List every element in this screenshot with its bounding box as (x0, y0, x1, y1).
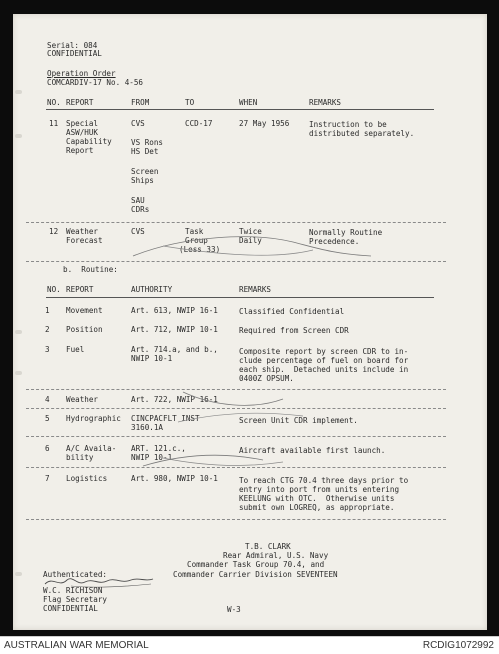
col-header-authority: AUTHORITY (131, 285, 173, 294)
row-number: 3 (45, 345, 50, 354)
routine-label: b. Routine: (63, 265, 118, 274)
row-to: Group (185, 236, 208, 245)
col-header-no: NO. (47, 98, 61, 107)
row-from: CDRs (131, 205, 150, 214)
row-remarks: Composite report by screen CDR to in- (239, 347, 409, 356)
row-remarks: Classified Confidential (239, 307, 345, 316)
row-number: 7 (45, 474, 50, 483)
row-remarks: Normally Routine (309, 228, 383, 237)
archive-footer (0, 636, 499, 654)
col-header-no: NO. (47, 285, 61, 294)
row-remarks: Precedence. (309, 237, 360, 246)
row-authority: 3160.1A (131, 423, 164, 432)
row-remarks: Screen Unit CDR implement. (239, 416, 358, 425)
row-to: (Less 33) (179, 245, 221, 254)
serial-number: Serial: 084 (47, 41, 98, 50)
row-number: 6 (45, 444, 50, 453)
document-page (13, 14, 487, 630)
row-to: CCD-17 (185, 119, 213, 128)
row-report: Movement (66, 306, 103, 315)
row-from: SAU (131, 196, 145, 205)
row-report: Logistics (66, 474, 108, 483)
row-number: 4 (45, 395, 50, 404)
row-number: 5 (45, 414, 50, 423)
row-authority: Art. 980, NWIP 10-1 (131, 474, 218, 483)
signatory-rank: Rear Admiral, U.S. Navy (223, 551, 329, 560)
row-authority: Art. 714.a, and b., (131, 345, 218, 354)
signatory-name: T.B. CLARK (245, 542, 291, 551)
row-report: Forecast (66, 236, 103, 245)
row-report: ASW/HUK (66, 128, 99, 137)
row-authority: Art. 613, NWIP 16-1 (131, 306, 218, 315)
row-number: 1 (45, 306, 50, 315)
row-to: Task (185, 227, 204, 236)
row-authority: CINCPACFLT INST (131, 414, 200, 423)
row-from: CVS (131, 119, 145, 128)
col-header-report: REPORT (66, 285, 94, 294)
row-from: Screen (131, 167, 159, 176)
row-report: Weather (66, 395, 99, 404)
row-number: 12 (49, 227, 59, 236)
col-header-when: WHEN (239, 98, 258, 107)
classification-bottom: CONFIDENTIAL (43, 604, 98, 613)
archive-id: RCDIG1072992 (422, 640, 494, 651)
row-when: Twice (239, 227, 262, 236)
page-number: W-3 (227, 605, 241, 614)
col-header-remarks: REMARKS (239, 285, 272, 294)
row-authority: Art. 722, NWIP 16-1 (131, 395, 218, 404)
row-remarks: Instruction to be (309, 120, 387, 129)
authenticated-label: Authenticated: (43, 570, 108, 579)
classification-top: CONFIDENTIAL (47, 49, 102, 58)
row-remarks: 0400Z OPSUM. (239, 374, 294, 383)
row-report: Position (66, 325, 103, 334)
row-authority: NWIP 10-1 (131, 354, 173, 363)
row-remarks: Required from Screen CDR (239, 326, 349, 335)
col-header-from: FROM (131, 98, 150, 107)
row-from: HS Det (131, 147, 159, 156)
row-from: Ships (131, 176, 154, 185)
row-from: VS Rons (131, 138, 164, 147)
row-report: Fuel (66, 345, 85, 354)
row-when: 27 May 1956 (239, 119, 290, 128)
row-remarks: clude percentage of fuel on board for (239, 356, 409, 365)
pencil-marks (13, 14, 487, 630)
authenticator-role: Flag Secretary (43, 595, 108, 604)
row-authority: ART. 121.c., (131, 444, 186, 453)
row-report: A/C Availa- (66, 444, 117, 453)
col-header-to: TO (185, 98, 195, 107)
row-remarks: submit own LOGREQ, as appropriate. (239, 503, 395, 512)
row-when: Daily (239, 236, 262, 245)
row-number: 2 (45, 325, 50, 334)
row-remarks: To reach CTG 70.4 three days prior to (239, 476, 409, 485)
row-authority: NWIP 10-1 (131, 453, 173, 462)
order-title: Operation Order (47, 69, 116, 78)
authenticator-name: W.C. RICHISON (43, 586, 103, 595)
row-remarks: each ship. Detached units include in (239, 365, 409, 374)
order-reference: COMCARDIV-17 No. 4-56 (47, 78, 144, 87)
row-report: Weather (66, 227, 99, 236)
row-remarks: KEELUNG with OTC. Otherwise units (239, 494, 395, 503)
row-report: Hydrographic (66, 414, 121, 423)
signatory-title: Commander Task Group 70.4, and (187, 560, 325, 569)
row-report: bility (66, 453, 94, 462)
row-remarks: Aircraft available first launch. (239, 446, 386, 455)
row-report: Special (66, 119, 99, 128)
row-remarks: distributed separately. (309, 129, 415, 138)
col-header-remarks: REMARKS (309, 98, 342, 107)
row-number: 11 (49, 119, 59, 128)
row-authority: Art. 712, NWIP 10-1 (131, 325, 218, 334)
row-remarks: entry into port from units entering (239, 485, 400, 494)
signatory-title-2: Commander Carrier Division SEVENTEEN (173, 570, 338, 579)
row-report: Capability (66, 137, 112, 146)
col-header-report: REPORT (66, 98, 94, 107)
row-from: CVS (131, 227, 145, 236)
row-report: Report (66, 146, 94, 155)
archive-name: AUSTRALIAN WAR MEMORIAL (4, 640, 149, 651)
